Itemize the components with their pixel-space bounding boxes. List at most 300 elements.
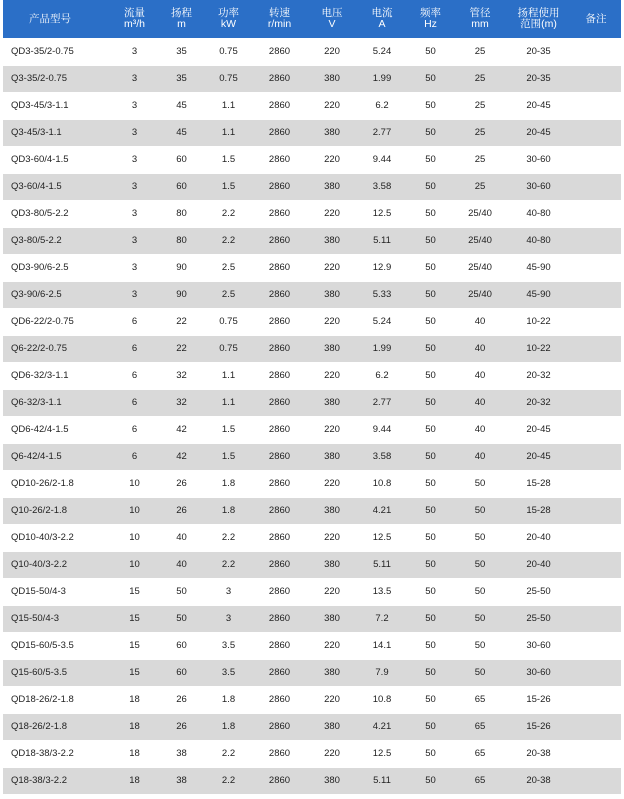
cell-power: 0.75 — [219, 316, 238, 327]
cell-note — [571, 254, 621, 281]
cell-pipe-diameter: 40 — [474, 316, 486, 327]
cell-voltage: 380 — [324, 127, 340, 138]
table-row — [3, 308, 621, 335]
cell-head-range: 15-26 — [526, 721, 551, 732]
cell-voltage: 220 — [324, 478, 340, 489]
cell-head-range: 45-90 — [526, 289, 551, 300]
cell-pipe-diameter: 65 — [474, 721, 486, 732]
cell-head: 90 — [176, 262, 187, 273]
cell-voltage: 220 — [324, 424, 340, 435]
cell-flow: 18 — [129, 721, 140, 732]
cell-head: 35 — [176, 45, 187, 57]
cell-current: 5.11 — [373, 559, 391, 570]
cell-speed: 2860 — [268, 505, 291, 516]
cell-frequency: 50 — [425, 289, 436, 300]
cell-voltage: 220 — [324, 370, 340, 381]
cell-pipe-diameter: 65 — [474, 748, 486, 759]
cell-pipe-diameter: 50 — [474, 640, 486, 651]
table-row — [3, 740, 621, 767]
header-voltage: 电压 V — [307, 0, 357, 38]
cell-frequency: 50 — [425, 667, 436, 678]
cell-head: 40 — [176, 532, 187, 543]
cell-voltage: 380 — [324, 775, 340, 786]
cell-head: 26 — [176, 505, 187, 516]
cell-power: 1.5 — [221, 424, 236, 435]
table-row — [3, 767, 621, 794]
cell-speed: 2860 — [268, 208, 291, 219]
cell-pipe-diameter: 50 — [474, 505, 486, 516]
table-row — [3, 524, 621, 551]
cell-head-range: 20-32 — [526, 397, 551, 408]
cell-pipe-diameter: 40 — [474, 343, 486, 354]
cell-power: 2.2 — [221, 775, 236, 786]
cell-frequency: 50 — [425, 640, 436, 651]
cell-speed: 2860 — [268, 667, 291, 678]
cell-speed: 2860 — [268, 532, 291, 543]
table-body — [3, 38, 621, 794]
cell-head-range: 20-32 — [526, 370, 551, 381]
cell-pipe-diameter: 65 — [474, 775, 486, 786]
cell-model: Q6-22/2-0.75 — [11, 343, 67, 354]
table-row — [3, 335, 621, 362]
cell-model: QD18-26/2-1.8 — [11, 694, 74, 705]
cell-flow: 10 — [129, 559, 140, 570]
cell-pipe-diameter: 50 — [474, 667, 486, 678]
table-row — [3, 686, 621, 713]
cell-power: 1.1 — [221, 397, 236, 408]
cell-current: 14.1 — [372, 640, 392, 651]
cell-speed: 2860 — [268, 343, 291, 354]
cell-head-range: 30-60 — [526, 640, 551, 651]
header-head-range: 扬程使用 范围(m) — [506, 0, 571, 38]
cell-pipe-diameter: 25 — [474, 181, 486, 192]
table-row — [3, 173, 621, 200]
cell-model: Q18-38/3-2.2 — [11, 775, 67, 786]
table-row — [3, 362, 621, 389]
cell-note — [571, 119, 621, 146]
cell-frequency: 50 — [425, 775, 436, 786]
cell-flow: 10 — [129, 505, 140, 516]
cell-current: 4.21 — [372, 505, 392, 516]
cell-current: 12.9 — [372, 262, 392, 273]
cell-frequency: 50 — [425, 100, 436, 111]
cell-head: 50 — [176, 613, 187, 624]
cell-frequency: 50 — [425, 478, 436, 489]
cell-frequency: 50 — [425, 505, 436, 516]
cell-frequency: 50 — [425, 181, 436, 192]
cell-voltage: 220 — [324, 694, 340, 705]
header-power: 功率 kW — [205, 0, 252, 38]
cell-head: 32 — [176, 370, 187, 381]
cell-power: 1.8 — [221, 505, 236, 516]
cell-frequency: 50 — [425, 694, 436, 705]
cell-speed: 2860 — [268, 721, 291, 732]
cell-frequency: 50 — [425, 73, 436, 84]
cell-speed: 2860 — [268, 235, 291, 246]
cell-voltage: 220 — [324, 586, 340, 597]
table-row — [3, 254, 621, 281]
cell-flow: 3 — [131, 208, 138, 219]
table-row — [3, 470, 621, 497]
cell-head: 60 — [176, 667, 187, 678]
cell-voltage: 380 — [324, 451, 340, 462]
cell-frequency: 50 — [425, 45, 436, 57]
table-row — [3, 200, 621, 227]
cell-power: 3 — [225, 586, 232, 597]
cell-flow: 6 — [131, 316, 138, 327]
cell-voltage: 220 — [324, 208, 340, 219]
cell-current: 5.24 — [372, 45, 392, 57]
cell-note — [571, 173, 621, 200]
cell-current: 12.5 — [372, 532, 392, 543]
cell-speed: 2860 — [268, 316, 291, 327]
cell-head-range: 40-80 — [526, 208, 551, 219]
cell-frequency: 50 — [425, 451, 436, 462]
cell-note — [571, 767, 621, 794]
cell-head-range: 20-35 — [526, 45, 551, 57]
cell-note — [571, 497, 621, 524]
cell-current: 9.44 — [372, 154, 392, 165]
cell-head: 50 — [176, 586, 187, 597]
cell-model: Q18-26/2-1.8 — [11, 721, 67, 732]
cell-power: 2.2 — [221, 748, 236, 759]
cell-pipe-diameter: 50 — [474, 532, 486, 543]
cell-speed: 2860 — [268, 586, 291, 597]
cell-speed: 2860 — [268, 613, 291, 624]
cell-pipe-diameter: 25 — [474, 45, 486, 57]
cell-frequency: 50 — [425, 613, 436, 624]
cell-model: QD6-22/2-0.75 — [11, 316, 74, 327]
cell-note — [571, 281, 621, 308]
cell-power: 2.5 — [221, 289, 236, 300]
table-row — [3, 497, 621, 524]
cell-flow: 3 — [131, 154, 138, 165]
cell-head: 38 — [176, 775, 187, 786]
cell-power: 0.75 — [219, 45, 238, 57]
cell-power: 1.5 — [221, 154, 236, 165]
cell-pipe-diameter: 40 — [474, 370, 486, 381]
cell-head-range: 25-50 — [526, 586, 551, 597]
cell-note — [571, 308, 621, 335]
cell-power: 1.1 — [221, 100, 236, 111]
cell-head: 45 — [176, 127, 187, 138]
cell-head-range: 20-35 — [526, 73, 551, 84]
cell-note — [571, 551, 621, 578]
cell-flow: 3 — [131, 127, 138, 138]
table-row — [3, 578, 621, 605]
cell-current: 2.77 — [372, 127, 392, 138]
cell-head: 40 — [176, 559, 187, 570]
cell-speed: 2860 — [268, 478, 291, 489]
cell-frequency: 50 — [425, 127, 436, 138]
cell-power: 1.1 — [221, 370, 236, 381]
cell-frequency: 50 — [425, 208, 436, 219]
header-frequency: 频率 Hz — [407, 0, 454, 38]
cell-power: 1.8 — [221, 721, 236, 732]
cell-note — [571, 470, 621, 497]
cell-note — [571, 659, 621, 686]
cell-head: 26 — [176, 478, 187, 489]
cell-voltage: 380 — [324, 343, 340, 354]
cell-model: QD18-38/3-2.2 — [11, 748, 74, 759]
cell-model: Q3-60/4-1.5 — [11, 181, 62, 192]
cell-head-range: 20-45 — [526, 127, 551, 138]
cell-current: 10.8 — [372, 694, 392, 705]
cell-current: 9.44 — [372, 424, 392, 435]
cell-speed: 2860 — [268, 775, 291, 786]
cell-model: Q3-80/5-2.2 — [11, 235, 62, 246]
cell-speed: 2860 — [268, 559, 291, 570]
cell-power: 1.8 — [221, 478, 236, 489]
cell-note — [571, 740, 621, 767]
table-row — [3, 632, 621, 659]
cell-power: 1.5 — [221, 451, 236, 462]
cell-pipe-diameter: 40 — [474, 424, 486, 435]
cell-power: 3.5 — [221, 640, 236, 651]
cell-frequency: 50 — [425, 343, 436, 354]
cell-frequency: 50 — [425, 154, 436, 165]
cell-voltage: 380 — [324, 613, 340, 624]
cell-power: 2.2 — [221, 208, 236, 219]
cell-speed: 2860 — [268, 154, 291, 165]
cell-head: 38 — [176, 748, 187, 759]
cell-speed: 2860 — [268, 289, 291, 300]
cell-voltage: 380 — [324, 559, 340, 570]
cell-model: QD10-40/3-2.2 — [11, 532, 74, 543]
cell-head-range: 20-38 — [526, 775, 551, 786]
cell-head-range: 30-60 — [526, 154, 551, 165]
cell-current: 4.21 — [372, 721, 392, 732]
cell-head-range: 25-50 — [526, 613, 551, 624]
cell-head-range: 20-40 — [526, 559, 551, 570]
cell-frequency: 50 — [425, 397, 436, 408]
cell-speed: 2860 — [268, 397, 291, 408]
cell-power: 0.75 — [219, 73, 238, 84]
cell-head-range: 40-80 — [526, 235, 551, 246]
cell-speed: 2860 — [268, 640, 291, 651]
cell-head: 22 — [176, 343, 187, 354]
cell-current: 5.11 — [373, 775, 391, 786]
cell-frequency: 50 — [425, 235, 436, 246]
cell-flow: 18 — [129, 694, 140, 705]
cell-speed: 2860 — [268, 127, 291, 138]
cell-flow: 18 — [129, 748, 140, 759]
cell-head: 90 — [176, 289, 187, 300]
table-row — [3, 416, 621, 443]
cell-frequency: 50 — [425, 721, 436, 732]
cell-note — [571, 605, 621, 632]
cell-flow: 3 — [131, 73, 138, 84]
cell-frequency: 50 — [425, 370, 436, 381]
cell-speed: 2860 — [268, 45, 291, 57]
cell-frequency: 50 — [425, 532, 436, 543]
cell-model: Q6-42/4-1.5 — [11, 451, 62, 462]
cell-note — [571, 389, 621, 416]
cell-note — [571, 200, 621, 227]
cell-model: QD10-26/2-1.8 — [11, 478, 74, 489]
cell-speed: 2860 — [268, 424, 291, 435]
cell-head: 22 — [176, 316, 187, 327]
table-row — [3, 227, 621, 254]
cell-note — [571, 146, 621, 173]
cell-current: 1.99 — [372, 73, 392, 84]
cell-current: 7.9 — [375, 667, 389, 678]
cell-flow: 6 — [131, 424, 138, 435]
cell-flow: 3 — [131, 181, 138, 192]
table-row — [3, 713, 621, 740]
cell-voltage: 380 — [324, 289, 340, 300]
header-pipe-diameter: 管径 mm — [454, 0, 506, 38]
cell-current: 10.8 — [372, 478, 392, 489]
cell-flow: 3 — [131, 235, 138, 246]
table-row — [3, 281, 621, 308]
table-row — [3, 92, 621, 119]
cell-head-range: 20-45 — [526, 451, 551, 462]
cell-note — [571, 65, 621, 92]
cell-head-range: 15-28 — [526, 505, 551, 516]
cell-pipe-diameter: 25/40 — [468, 208, 492, 219]
cell-flow: 6 — [131, 397, 138, 408]
cell-note — [571, 686, 621, 713]
cell-note — [571, 524, 621, 551]
cell-flow: 3 — [131, 262, 138, 273]
cell-voltage: 220 — [324, 748, 340, 759]
cell-flow: 6 — [131, 370, 138, 381]
cell-voltage: 220 — [324, 316, 340, 327]
cell-flow: 3 — [131, 45, 138, 57]
cell-flow: 15 — [129, 613, 140, 624]
header-flow: 流量 m³/h — [111, 0, 158, 38]
cell-model: QD3-45/3-1.1 — [11, 100, 69, 111]
cell-note — [571, 632, 621, 659]
cell-flow: 18 — [129, 775, 140, 786]
cell-power: 1.1 — [221, 127, 236, 138]
cell-note — [571, 416, 621, 443]
header-head: 扬程 m — [158, 0, 205, 38]
cell-head: 80 — [176, 208, 187, 219]
cell-model: Q3-90/6-2.5 — [11, 289, 62, 300]
cell-note — [571, 578, 621, 605]
table-row — [3, 605, 621, 632]
cell-current: 5.11 — [373, 235, 391, 246]
table-header-row — [3, 0, 621, 38]
cell-head: 26 — [176, 721, 187, 732]
cell-frequency: 50 — [425, 586, 436, 597]
cell-speed: 2860 — [268, 262, 291, 273]
table-row — [3, 443, 621, 470]
cell-power: 3 — [225, 613, 232, 624]
cell-speed: 2860 — [268, 181, 291, 192]
cell-frequency: 50 — [425, 748, 436, 759]
cell-note — [571, 227, 621, 254]
cell-model: QD3-60/4-1.5 — [11, 154, 69, 165]
cell-head: 80 — [176, 235, 187, 246]
cell-model: Q10-40/3-2.2 — [11, 559, 67, 570]
cell-pipe-diameter: 25 — [474, 73, 486, 84]
cell-pipe-diameter: 40 — [474, 451, 486, 462]
cell-pipe-diameter: 25/40 — [468, 235, 492, 246]
cell-head: 42 — [176, 451, 187, 462]
cell-speed: 2860 — [268, 100, 291, 111]
cell-note — [571, 335, 621, 362]
cell-head-range: 20-45 — [526, 100, 551, 111]
cell-speed: 2860 — [268, 73, 291, 84]
cell-flow: 3 — [131, 289, 138, 300]
table-row — [3, 146, 621, 173]
cell-note — [571, 92, 621, 119]
cell-model: Q15-60/5-3.5 — [11, 667, 67, 678]
cell-frequency: 50 — [425, 262, 436, 273]
cell-voltage: 380 — [324, 667, 340, 678]
cell-power: 2.5 — [221, 262, 236, 273]
table-row — [3, 551, 621, 578]
cell-model: QD15-60/5-3.5 — [11, 640, 74, 651]
cell-head-range: 10-22 — [526, 316, 551, 327]
cell-voltage: 380 — [324, 397, 340, 408]
table-row — [3, 119, 621, 146]
cell-current: 3.58 — [372, 451, 392, 462]
cell-frequency: 50 — [425, 424, 436, 435]
cell-frequency: 50 — [425, 559, 436, 570]
cell-voltage: 220 — [324, 532, 340, 543]
cell-flow: 15 — [129, 640, 140, 651]
cell-model: Q3-45/3-1.1 — [11, 127, 62, 138]
cell-head: 42 — [176, 424, 187, 435]
cell-voltage: 380 — [324, 73, 340, 84]
cell-model: Q15-50/4-3 — [11, 613, 60, 624]
cell-model: QD3-35/2-0.75 — [11, 45, 74, 57]
cell-current: 6.2 — [375, 100, 389, 111]
cell-current: 12.5 — [372, 208, 392, 219]
cell-voltage: 220 — [324, 154, 340, 165]
header-current: 电流 A — [357, 0, 407, 38]
cell-power: 2.2 — [221, 532, 236, 543]
cell-note — [571, 713, 621, 740]
header-note: 备注 — [571, 0, 621, 38]
cell-flow: 6 — [131, 343, 138, 354]
cell-speed: 2860 — [268, 694, 291, 705]
table-row — [3, 65, 621, 92]
cell-power: 2.2 — [221, 559, 236, 570]
cell-current: 2.77 — [372, 397, 392, 408]
cell-flow: 15 — [129, 586, 140, 597]
cell-model: QD3-90/6-2.5 — [11, 262, 69, 273]
cell-current: 5.24 — [372, 316, 392, 327]
cell-head: 60 — [176, 154, 187, 165]
cell-note — [571, 443, 621, 470]
cell-current: 13.5 — [372, 586, 392, 597]
cell-speed: 2860 — [268, 451, 291, 462]
cell-frequency: 50 — [425, 316, 436, 327]
cell-pipe-diameter: 25 — [474, 127, 486, 138]
pump-spec-table — [3, 0, 621, 795]
cell-pipe-diameter: 25/40 — [468, 289, 492, 300]
cell-head: 45 — [176, 100, 187, 111]
cell-head-range: 45-90 — [526, 262, 551, 273]
cell-flow: 10 — [129, 478, 140, 489]
cell-head-range: 20-38 — [526, 748, 551, 759]
cell-model: QD6-32/3-1.1 — [11, 370, 69, 381]
cell-model: QD6-42/4-1.5 — [11, 424, 69, 435]
cell-current: 3.58 — [372, 181, 392, 192]
cell-pipe-diameter: 50 — [474, 586, 486, 597]
cell-power: 1.5 — [221, 181, 236, 192]
cell-power: 0.75 — [219, 343, 238, 354]
cell-power: 1.8 — [221, 694, 236, 705]
cell-voltage: 380 — [324, 505, 340, 516]
cell-model: Q6-32/3-1.1 — [11, 397, 62, 408]
cell-head-range: 20-40 — [526, 532, 551, 543]
